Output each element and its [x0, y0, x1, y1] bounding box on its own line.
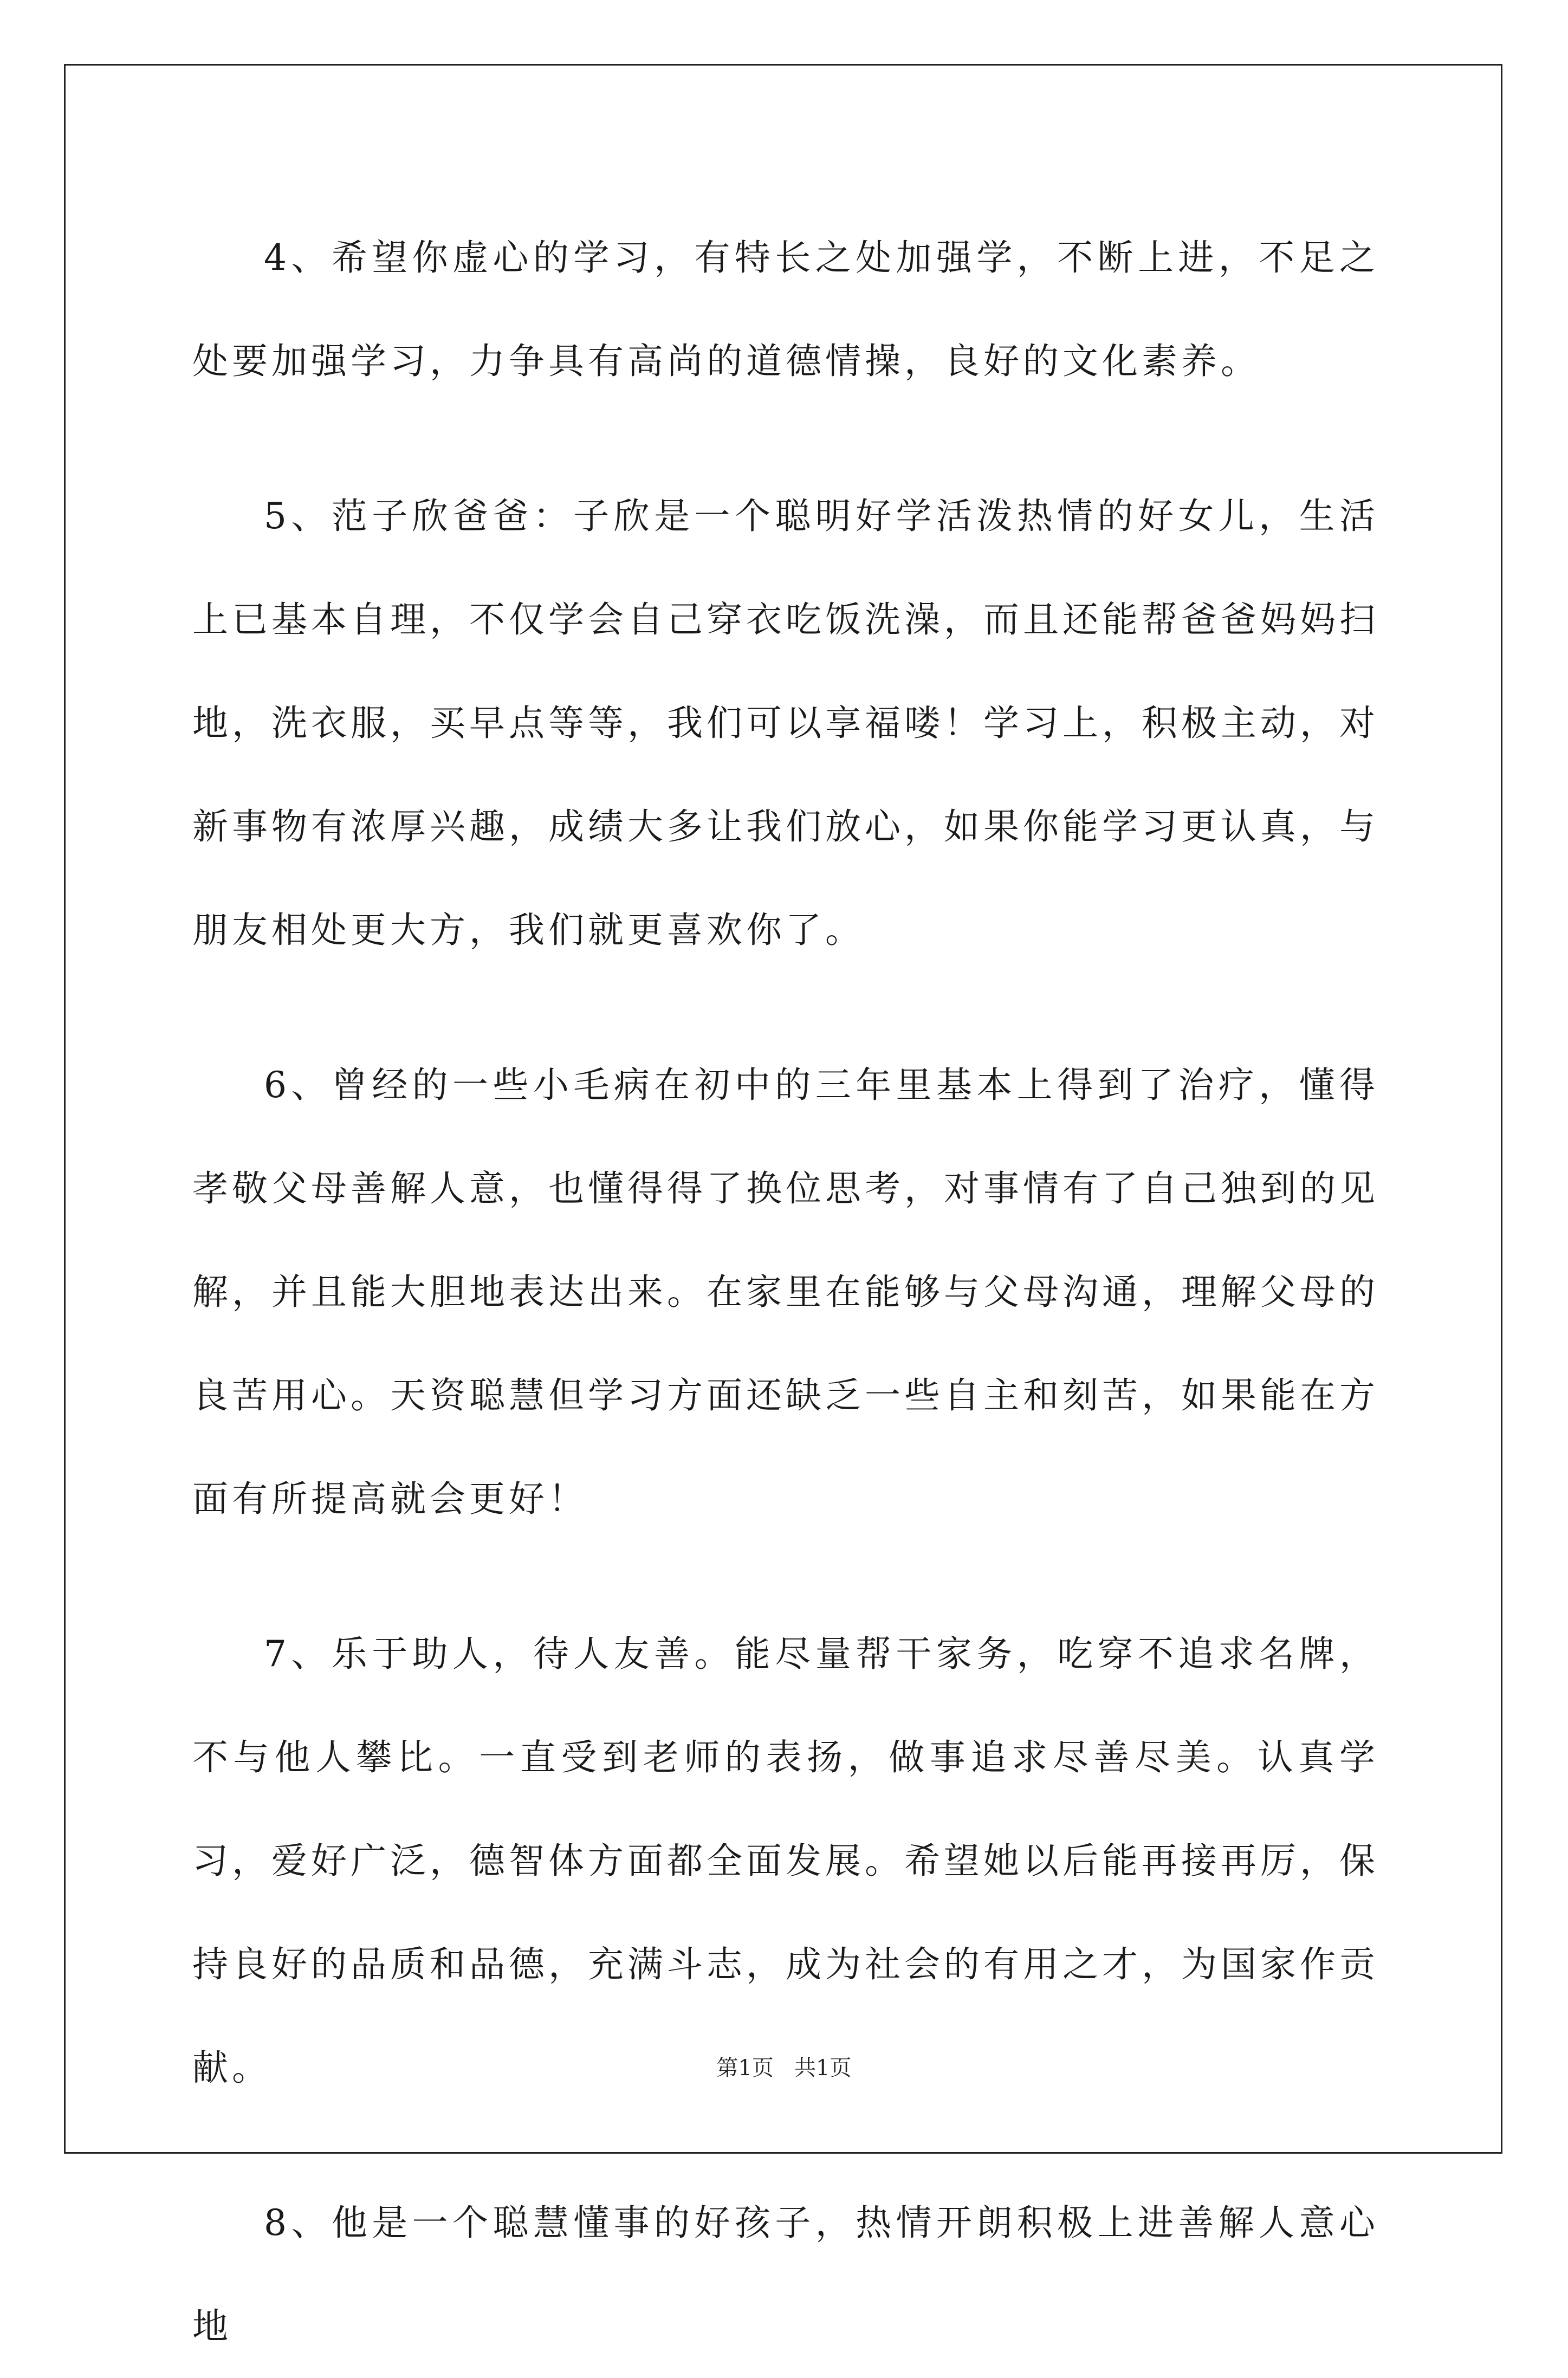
paragraph-7: 7、乐于助人，待人友善。能尽量帮干家务，吃穿不追求名牌，不与他人攀比。一直受到老师的表扬，做事追求尽善尽美。认真学习，爱好广泛，德智体方面都全面发展。希望她以后能再接再厉，保持良好的品质和品德，充满斗志，成为社会的有用之才，为国家作贡献。 — [192, 1633, 1379, 2089]
paragraph-5: 5、范子欣爸爸：子欣是一个聪明好学活泼热情的好女儿，生活上已基本自理，不仅学会自己穿衣吃饭洗澡，而且还能帮爸爸妈妈扫地，洗衣服，买早点等等，我们可以享福喽！学习上，积极主动，对新事物有浓厚兴趣，成绩大多让我们放心，如果你能学习更认真，与朋友相处更大方，我们就更喜欢你了。 — [192, 495, 1379, 951]
paragraph-4: 4、希望你虚心的学习，有特长之处加强学，不断上进，不足之处要加强学习，力争具有高尚的道德情操，良好的文化素养。 — [192, 237, 1379, 382]
page-number-footer: 第1页 共1页 — [716, 2056, 852, 2081]
paragraph-6: 6、曾经的一些小毛病在初中的三年里基本上得到了治疗，懂得孝敬父母善解人意，也懂得得了换位思考，对事情有了自己独到的见解，并且能大胆地表达出来。在家里在能够与父母沟通，理解父母的良苦用心。天资聪慧但学习方面还缺乏一些自主和刻苦，如果能在方面有所提高就会更好！ — [192, 1064, 1379, 1520]
paragraph-8: 8、他是一个聪慧懂事的好孩子，热情开朗积极上进善解人意心地 — [192, 2202, 1379, 2347]
